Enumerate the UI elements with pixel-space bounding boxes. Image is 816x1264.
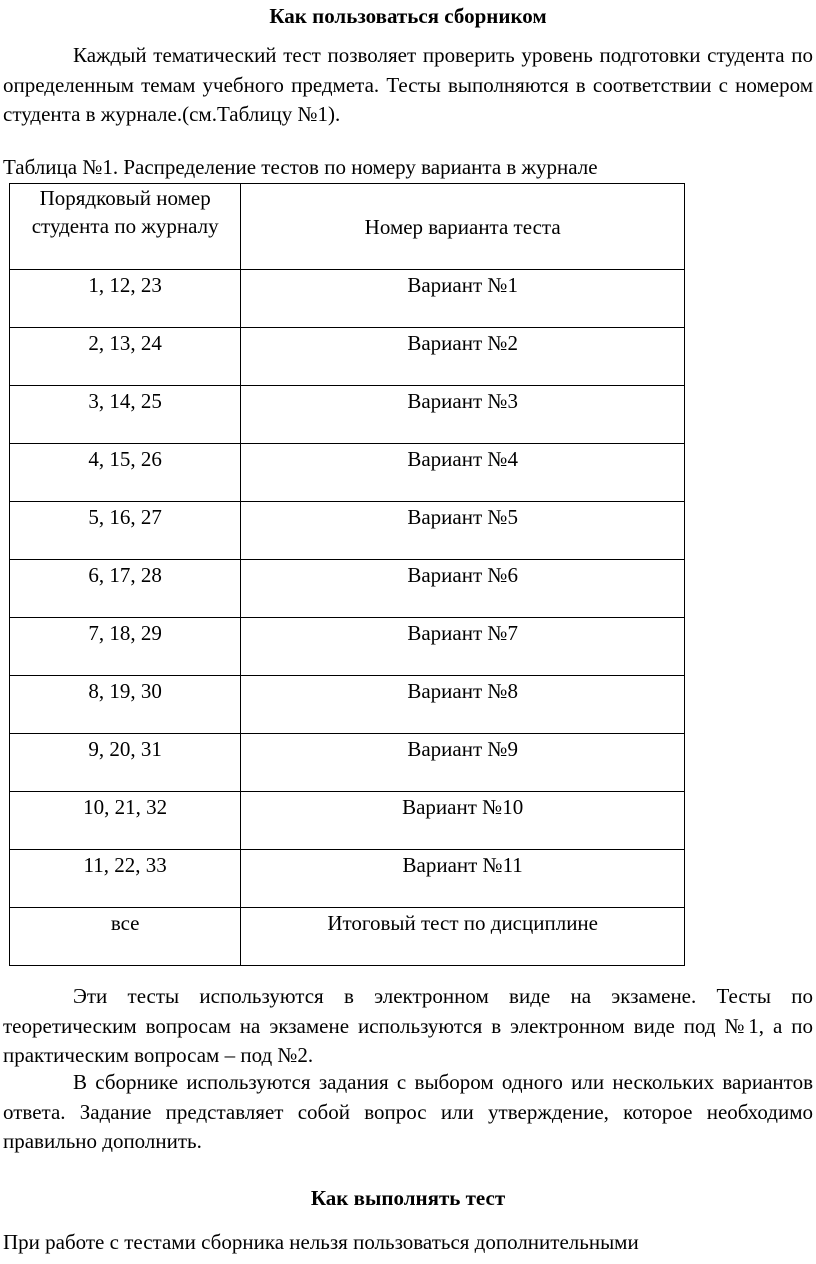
tasks-paragraph-text: В сборнике используются задания с выбором одного или нескольких вариантов ответа. Задание представляет собой вопрос или утверждение, которое необходимо правильно дополнить. xyxy=(3,1070,813,1153)
table-header-row xyxy=(10,184,685,270)
cell-variant: Вариант №8 xyxy=(241,676,685,734)
table-row xyxy=(10,502,685,560)
section-title-how-to-use: Как пользоваться сборником xyxy=(269,4,547,28)
cell-variant: Вариант №9 xyxy=(241,734,685,792)
cell-variant: Вариант №11 xyxy=(241,850,685,908)
cell-students: 10, 21, 32 xyxy=(10,792,241,850)
intro-paragraph xyxy=(3,41,813,130)
cell-variant: Вариант №6 xyxy=(241,560,685,618)
cell-students: 7, 18, 29 xyxy=(10,618,241,676)
cell-students: 5, 16, 27 xyxy=(10,502,241,560)
section-title-how-to-do: Как выполнять тест xyxy=(310,1186,506,1210)
cell-variant: Вариант №4 xyxy=(241,444,685,502)
table-row xyxy=(10,386,685,444)
variants-table xyxy=(9,183,685,966)
cell-variant: Вариант №7 xyxy=(241,618,685,676)
cell-students: 1, 12, 23 xyxy=(10,270,241,328)
intro-paragraph-text: Каждый тематический тест позволяет проверить уровень подготовки студента по определенным темам учебного предмета. Тесты выполняются в соответствии с номером студента в журнале.(см.Таблицу №1). xyxy=(3,43,813,126)
cell-students: 6, 17, 28 xyxy=(10,560,241,618)
header-variant-number: Номер варианта теста xyxy=(241,184,685,270)
cell-students: 4, 15, 26 xyxy=(10,444,241,502)
cell-variant: Вариант №3 xyxy=(241,386,685,444)
table-row xyxy=(10,676,685,734)
cell-variant: Вариант №2 xyxy=(241,328,685,386)
table-row xyxy=(10,328,685,386)
exam-paragraph xyxy=(3,982,813,1071)
cell-students: 9, 20, 31 xyxy=(10,734,241,792)
table-row xyxy=(10,792,685,850)
table-row xyxy=(10,908,685,966)
cell-students: 11, 22, 33 xyxy=(10,850,241,908)
table-row xyxy=(10,734,685,792)
cell-variant: Вариант №10 xyxy=(241,792,685,850)
cell-students: 2, 13, 24 xyxy=(10,328,241,386)
exam-paragraph-text: Эти тесты используются в электронном виде на экзамене. Тесты по теоретическим вопросам на экзамене используются в электронном виде под №1, а по практическим вопросам – под №2. xyxy=(3,984,813,1067)
table-row xyxy=(10,270,685,328)
cell-variant: Вариант №5 xyxy=(241,502,685,560)
cell-variant: Итоговый тест по дисциплине xyxy=(241,908,685,966)
instructions-paragraph-start: При работе с тестами сборника нельзя пользоваться дополнительными xyxy=(3,1230,639,1254)
cell-students: все xyxy=(10,908,241,966)
table-caption: Таблица №1. Распределение тестов по номеру варианта в журнале xyxy=(3,155,598,179)
cell-variant: Вариант №1 xyxy=(241,270,685,328)
table-row xyxy=(10,618,685,676)
table-row xyxy=(10,444,685,502)
cell-students: 8, 19, 30 xyxy=(10,676,241,734)
table-row xyxy=(10,850,685,908)
table-row xyxy=(10,560,685,618)
tasks-paragraph xyxy=(3,1068,813,1157)
cell-students: 3, 14, 25 xyxy=(10,386,241,444)
header-student-number: Порядковый номер студента по журналу xyxy=(10,184,241,270)
